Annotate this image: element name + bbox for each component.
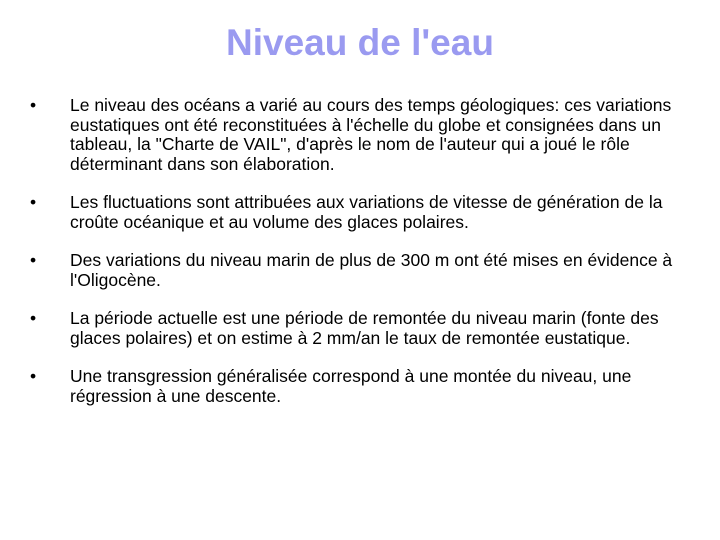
bullet-icon: • — [30, 250, 37, 270]
list-item — [30, 309, 690, 348]
bullet-icon: • — [30, 308, 37, 328]
list-item — [30, 251, 690, 290]
bullet-list — [30, 96, 690, 425]
list-item — [30, 193, 690, 232]
item-text: Une transgression généralisée correspond à une montée du niveau, une régression à une descente. — [70, 366, 632, 406]
list-item — [30, 96, 690, 174]
item-text: La période actuelle est une période de remontée du niveau marin (fonte des glaces polaires) et on estime à 2 mm/an le taux de remontée eustatique. — [70, 308, 659, 348]
bullet-icon: • — [30, 95, 37, 115]
item-text: Le niveau des océans a varié au cours des temps géologiques: ces variations eustatiques ont été reconstituées à l'échelle du globe et consignées dans un tableau, la "Charte de VAIL", d'après le nom de l'auteur qui a joué le rôle déterminant dans son élaboration. — [70, 95, 672, 174]
list-item — [30, 367, 690, 406]
slide-title: Niveau de l'eau — [226, 22, 494, 63]
bullet-icon: • — [30, 366, 37, 386]
item-text: Des variations du niveau marin de plus de 300 m ont été mises en évidence à l'Oligocène. — [70, 250, 673, 290]
bullet-icon: • — [30, 192, 37, 212]
item-text: Les fluctuations sont attribuées aux variations de vitesse de génération de la croûte océanique et au volume des glaces polaires. — [70, 192, 663, 232]
